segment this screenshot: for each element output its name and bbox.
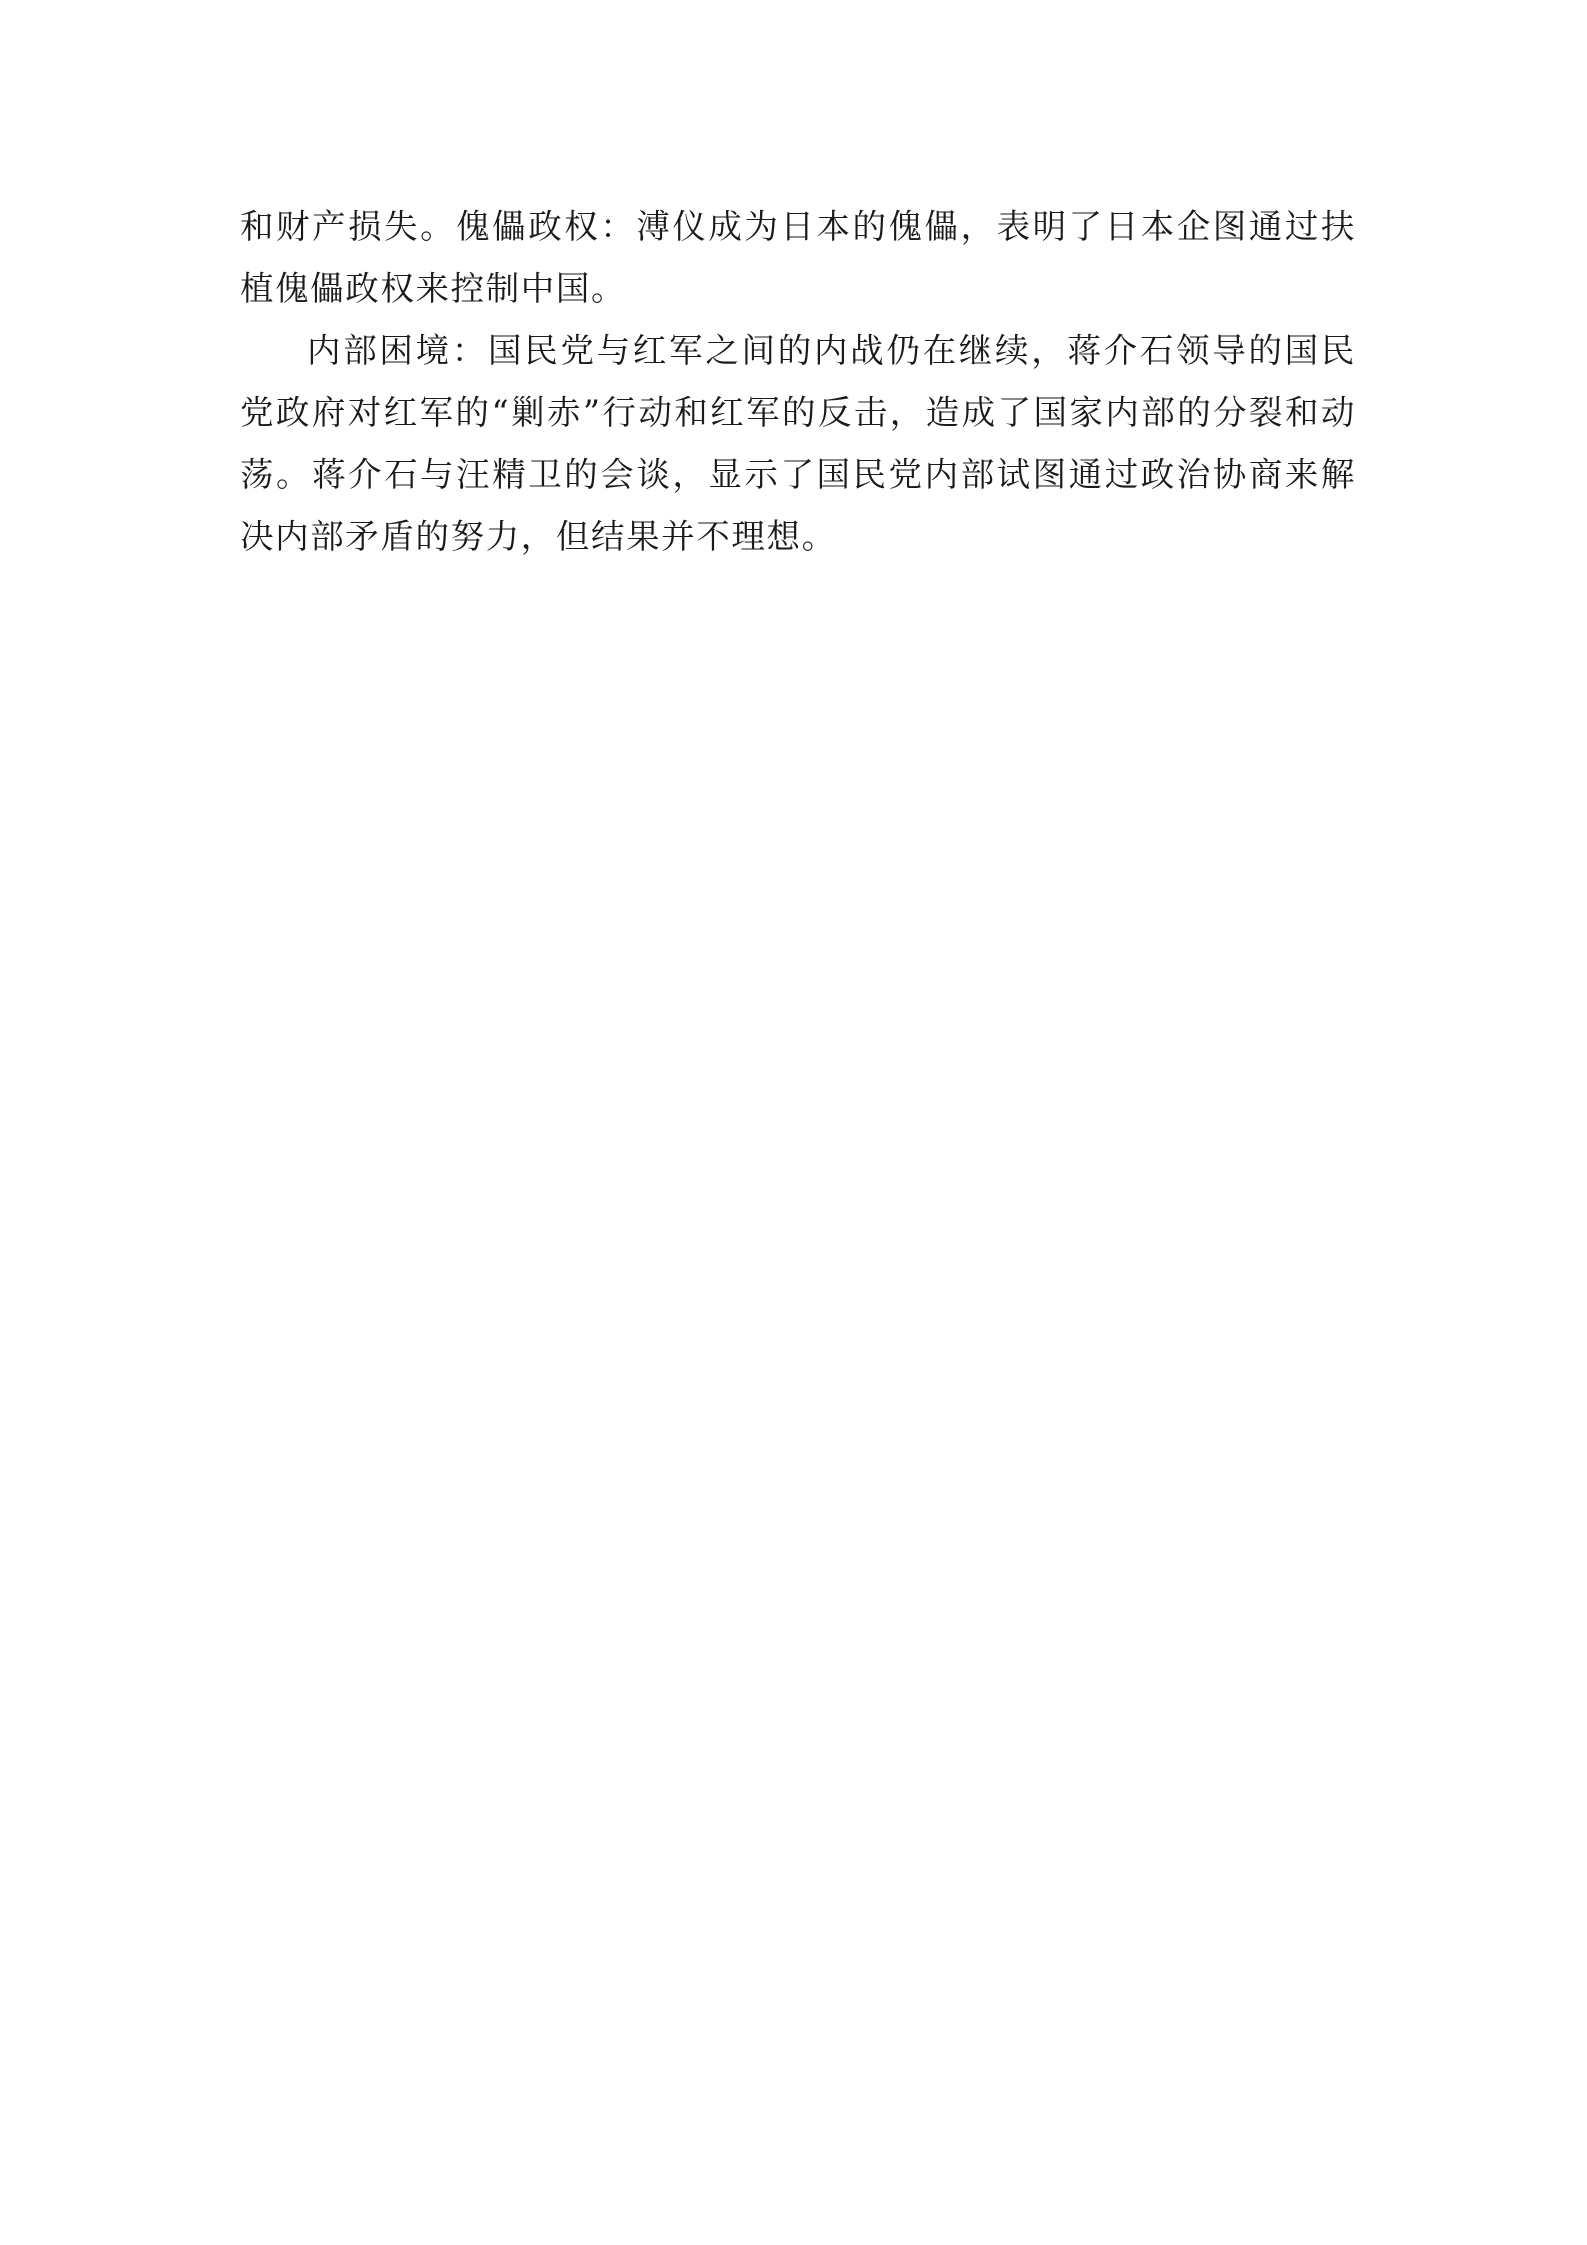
document-page	[240, 196, 1356, 568]
paragraph-internal-difficulties: 内部困境：国民党与红军之间的内战仍在继续，蒋介石领导的国民党政府对红军的“剿赤”行动和红军的反击，造成了国家内部的分裂和动荡。蒋介石与汪精卫的会谈，显示了国民党内部试图通过政治协商来解决内部矛盾的努力，但结果并不理想。	[240, 331, 1356, 556]
paragraph-puppet-regime: 和财产损失。傀儡政权：溥仪成为日本的傀儡，表明了日本企图通过扶植傀儡政权来控制中国。	[240, 207, 1356, 308]
